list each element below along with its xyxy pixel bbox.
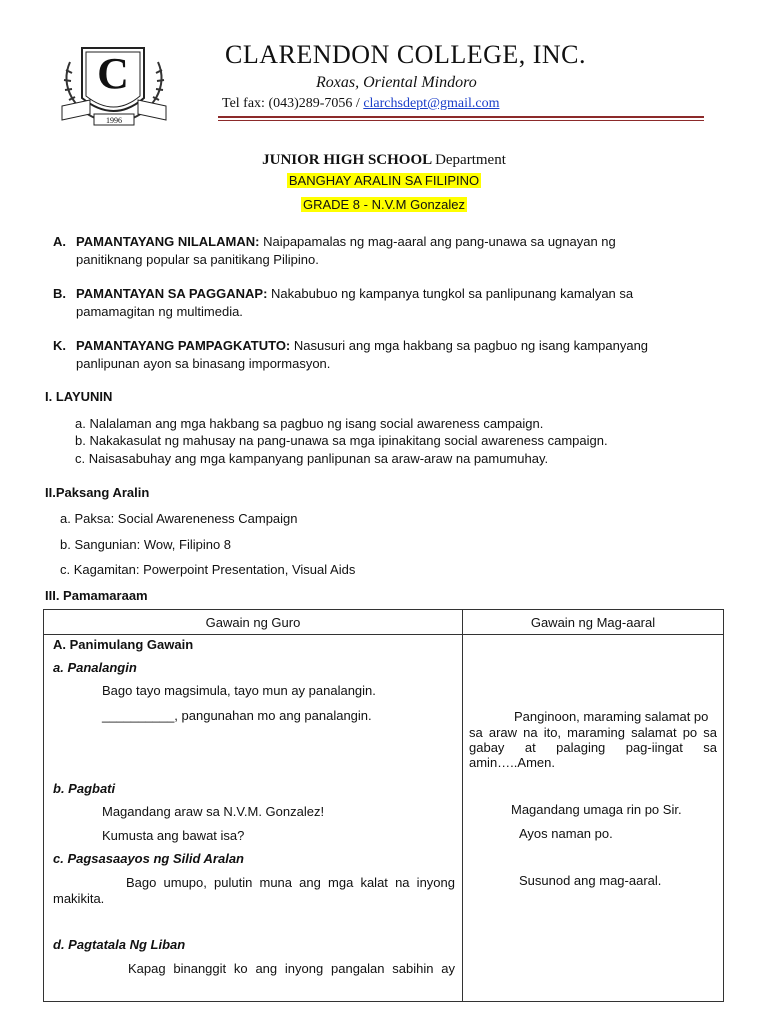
pamamaraam-heading: III. Pamamaraam xyxy=(45,588,148,603)
grade-section: GRADE 8 - N.V.M Gonzalez xyxy=(302,197,466,212)
standard-letter: A. xyxy=(53,234,66,249)
standard-k xyxy=(53,337,713,373)
column-header-mag-aaral: Gawain ng Mag-aaral xyxy=(463,610,724,635)
panalangin-title: a. Panalangin xyxy=(53,660,137,675)
standard-text-cont: pamamagitan ng multimedia. xyxy=(76,304,243,319)
header-rule-thin xyxy=(218,120,704,121)
guro-line: Bago umupo, pulutin muna ang mga kalat na inyong xyxy=(126,875,455,890)
header-rule xyxy=(218,116,704,118)
grade-line xyxy=(0,196,768,214)
standard-text: Nasusuri ang mga hakbang sa pagbuo ng isang kampanyang xyxy=(293,338,649,353)
standard-label: PAMANTAYANG NILALAMAN: xyxy=(76,234,260,249)
paksang-aralin-heading: II.Paksang Aralin xyxy=(45,485,150,500)
department-name: JUNIOR HIGH SCHOOL xyxy=(262,152,432,168)
paksang-item: a. Paksa: Social Awareneness Campaign xyxy=(60,511,298,526)
layunin-item: a. Nalalaman ang mga hakbang sa pagbuo ng isang social awareness campaign. xyxy=(75,416,544,431)
college-name: CLARENDON COLLEGE, INC. xyxy=(225,40,587,69)
pamamaraam-table xyxy=(43,609,724,1002)
layunin-item: b. Nakakasulat ng mahusay na pang-unawa sa mga ipinakitang social awareness campaign. xyxy=(75,433,608,448)
department-suffix: Department xyxy=(435,152,506,168)
standard-text-cont: panitiknang popular sa panitikang Pilipino. xyxy=(76,252,319,267)
mag-aaral-line: Panginoon, maraming salamat po xyxy=(514,709,709,724)
mag-aaral-line: Magandang umaga rin po Sir. xyxy=(511,802,682,817)
guro-line: Magandang araw sa N.V.M. Gonzalez! xyxy=(102,804,325,819)
layunin-item: c. Naisasabuhay ang mga kampanyang panlipunan sa araw-araw na pamumuhay. xyxy=(75,451,549,466)
standard-text: Nakabubuo ng kampanya tungkol sa panlipunang kamalyan sa xyxy=(271,286,634,301)
college-address: Roxas, Oriental Mindoro xyxy=(316,74,477,91)
section-title: A. Panimulang Gawain xyxy=(53,637,194,652)
paksang-item: c. Kagamitan: Powerpoint Presentation, Visual Aids xyxy=(60,562,356,577)
standard-letter: B. xyxy=(53,286,66,301)
pagtatala-title: d. Pagtatala Ng Liban xyxy=(53,937,186,952)
standard-label: PAMANTAYAN SA PAGGANAP: xyxy=(76,286,268,301)
mag-aaral-line: sa araw na ito, maraming salamat po sa xyxy=(469,725,717,740)
svg-text:C: C xyxy=(97,49,129,98)
department-title xyxy=(0,152,768,169)
guro-line: Kapag binanggit ko ang inyong pangalan sabihin ay xyxy=(128,961,455,976)
standard-text-cont: panlipunan ayon sa binasang impormasyon. xyxy=(76,356,331,371)
svg-text:1996: 1996 xyxy=(106,116,122,125)
guro-cell xyxy=(44,635,463,1002)
standard-a xyxy=(53,233,713,269)
guro-line: Bago tayo magsimula, tayo mun ay panalangin. xyxy=(102,683,376,698)
telfax: Tel fax: (043)289-7056 / xyxy=(222,96,360,111)
table-row xyxy=(44,635,724,1002)
pagbati-title: b. Pagbati xyxy=(53,781,116,796)
layunin-heading: I. LAYUNIN xyxy=(45,389,113,404)
mag-aaral-cell xyxy=(463,635,724,1002)
standard-b xyxy=(53,285,713,321)
contact-line xyxy=(222,96,499,112)
paksang-item: b. Sangunian: Wow, Filipino 8 xyxy=(60,537,232,552)
standard-label: PAMANTAYANG PAMPAGKATUTO: xyxy=(76,338,291,353)
mag-aaral-line: Ayos naman po. xyxy=(519,826,613,841)
guro-line: makikita. xyxy=(53,891,105,906)
subject-title: BANGHAY ARALIN SA FILIPINO xyxy=(288,173,480,188)
email-link[interactable]: clarchsdept@gmail.com xyxy=(363,96,500,111)
mag-aaral-line: amin…..Amen. xyxy=(469,755,555,770)
pagsasaayos-title: c. Pagsasaayos ng Silid Aralan xyxy=(53,851,244,866)
table-header-row xyxy=(44,610,724,635)
subject-line xyxy=(0,172,768,190)
guro-line: Kumusta ang bawat isa? xyxy=(102,828,245,843)
standard-letter: K. xyxy=(53,338,66,353)
guro-line: __________, pangunahan mo ang panalangin. xyxy=(102,708,372,723)
standard-text: Naipapamalas ng mag-aaral ang pang-unawa sa ugnayan ng xyxy=(263,234,616,249)
mag-aaral-line: Susunod ang mag-aaral. xyxy=(519,873,662,888)
column-header-guro: Gawain ng Guro xyxy=(44,610,463,635)
college-logo xyxy=(60,40,168,130)
mag-aaral-line: gabay at palaging pag-iingat sa xyxy=(469,740,717,755)
